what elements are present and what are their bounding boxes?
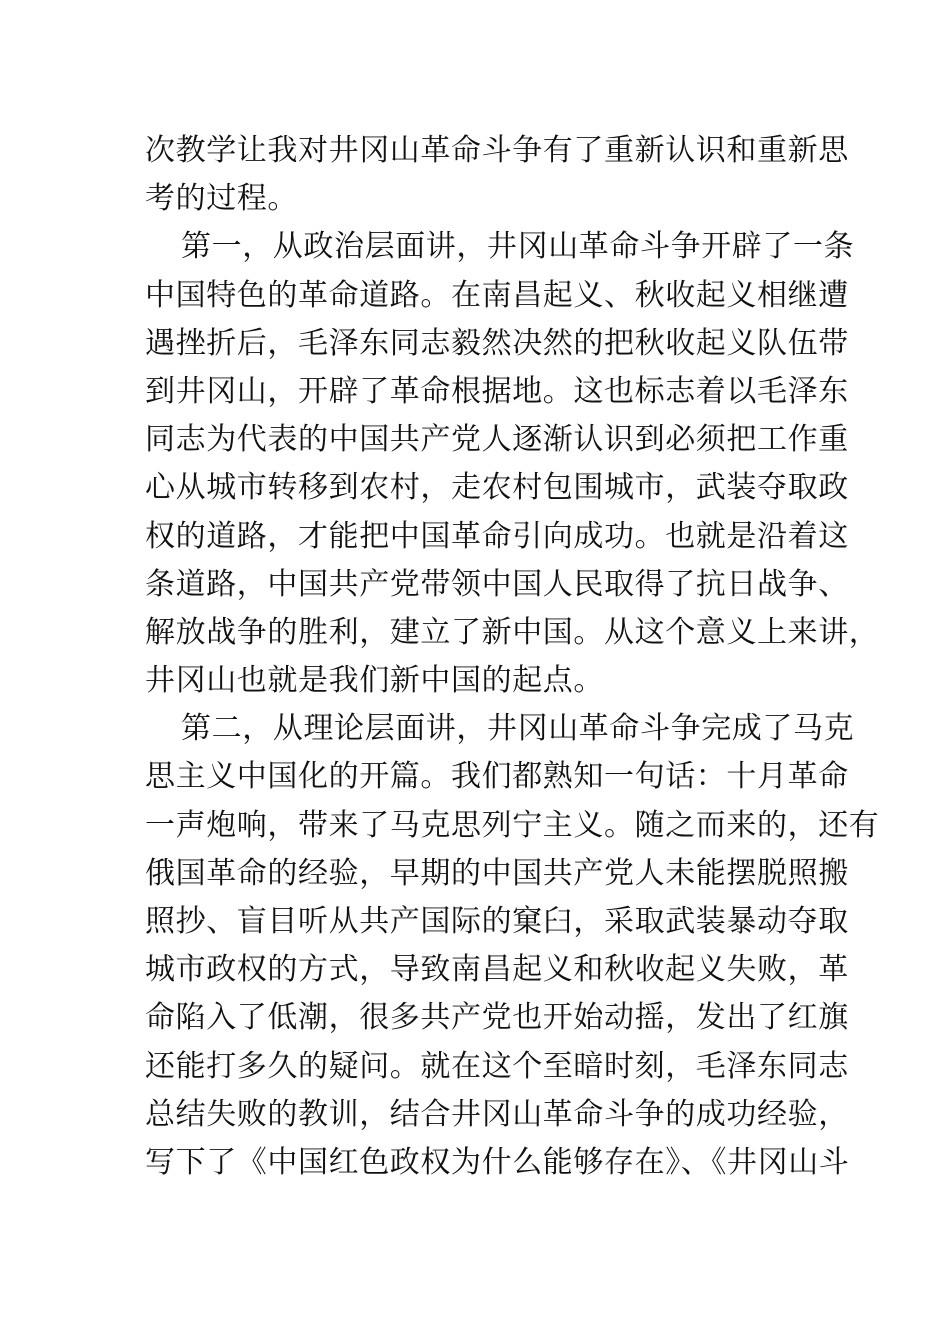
text-line: 城市政权的方式，导致南昌起义和秋收起义失败，革	[145, 952, 849, 988]
paragraph-first-line: 第一，从政治层面讲，井冈山革命斗争开辟了一条	[181, 229, 855, 265]
paragraph-first-line: 第二，从理论层面讲，井冈山革命斗争完成了马克	[181, 711, 855, 747]
text-line: 解放战争的胜利，建立了新中国。从这个意义上来讲，	[145, 614, 880, 650]
text-line: 俄国革命的经验，早期的中国共产党人未能摆脱照搬	[145, 855, 849, 891]
text-line: 到井冈山，开辟了革命根据地。这也标志着以毛泽东	[145, 373, 849, 409]
text-line: 命陷入了低潮，很多共产党也开始动摇，发出了红旗	[145, 1000, 849, 1036]
text-line: 遇挫折后，毛泽东同志毅然决然的把秋收起义队伍带	[145, 325, 849, 361]
text-line: 中国特色的革命道路。在南昌起义、秋收起义相继遭	[145, 277, 849, 313]
text-line: 条道路，中国共产党带领中国人民取得了抗日战争、	[145, 566, 849, 602]
text-line: 一声炮响，带来了马克思列宁主义。随之而来的，还有	[145, 807, 880, 843]
text-line: 井冈山也就是我们新中国的起点。	[145, 663, 604, 699]
text-line: 思主义中国化的开篇。我们都熟知一句话：十月革命	[145, 759, 849, 795]
text-line: 同志为代表的中国共产党人逐渐认识到必须把工作重	[145, 422, 849, 458]
text-line: 还能打多久的疑问。就在这个至暗时刻，毛泽东同志	[145, 1048, 849, 1084]
text-line: 次教学让我对井冈山革命斗争有了重新认识和重新思	[145, 133, 849, 168]
text-line: 照抄、盲目听从共产国际的窠臼，采取武装暴动夺取	[145, 904, 849, 939]
text-line: 心从城市转移到农村，走农村包围城市，武装夺取政	[145, 470, 849, 506]
body-text	[145, 127, 880, 1187]
text-line: 权的道路，才能把中国革命引向成功。也就是沿着这	[145, 518, 849, 554]
text-line: 考的过程。	[145, 181, 298, 217]
text-line: 写下了《中国红色政权为什么能够存在》、《井冈山斗	[145, 1144, 850, 1180]
text-line: 总结失败的教训，结合井冈山革命斗争的成功经验，	[145, 1096, 849, 1132]
